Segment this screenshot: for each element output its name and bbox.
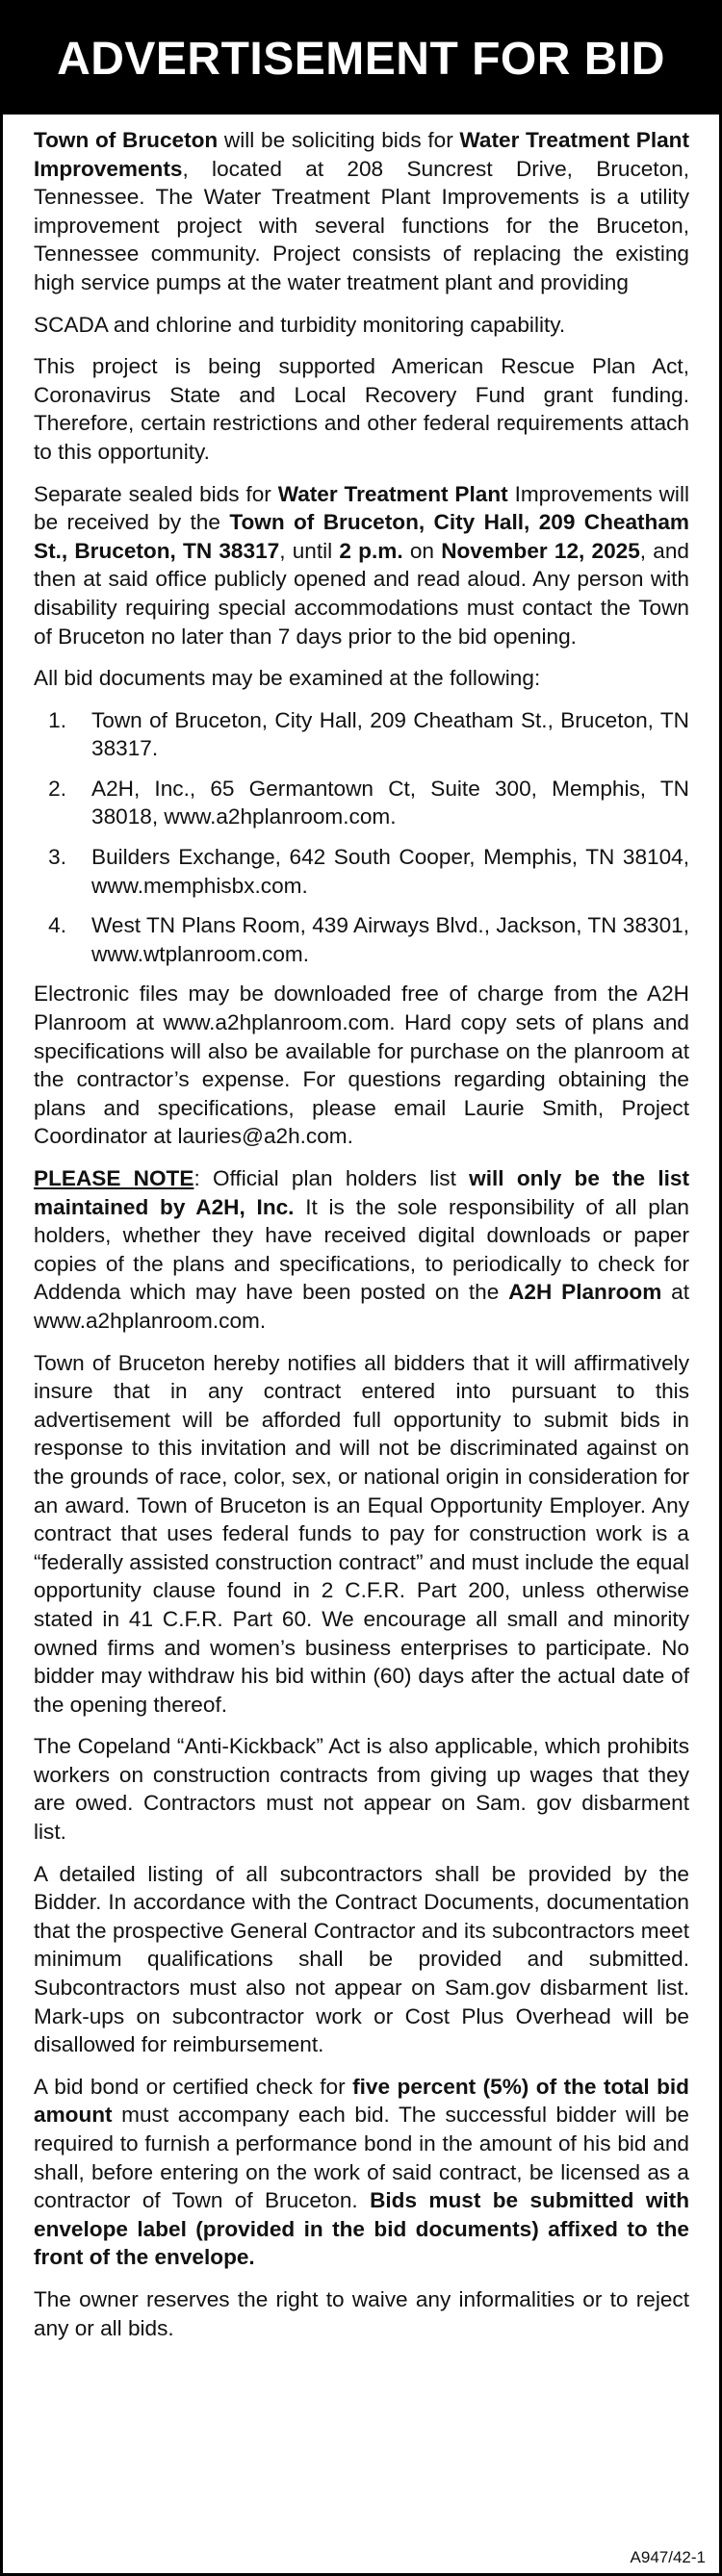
paragraph-please-note bbox=[34, 1164, 689, 1336]
note-text-c: at www.a2hplanroom.com. bbox=[34, 1280, 689, 1333]
list-number: 2. bbox=[48, 776, 66, 801]
list-text: Builders Exchange, 642 South Cooper, Memphis, TN 38104, www.memphisbx.com. bbox=[91, 845, 689, 898]
list-text: West TN Plans Room, 439 Airways Blvd., Jackson, TN 38301, www.wtplanroom.com. bbox=[91, 913, 689, 966]
submission-text-c: , until bbox=[279, 538, 340, 563]
document-locations-list bbox=[34, 706, 689, 969]
submission-text-b: Improvements will be received by the bbox=[34, 481, 689, 535]
town-name: Town of Bruceton bbox=[34, 128, 219, 152]
list-number: 1. bbox=[48, 707, 66, 732]
list-item bbox=[34, 843, 689, 900]
list-item bbox=[34, 706, 689, 763]
list-number: 3. bbox=[48, 845, 66, 870]
intro-text-a: will be soliciting bids for bbox=[218, 128, 460, 152]
submission-address: Town of Bruceton, City Hall, 209 Cheatham St., Bruceton, TN 38317 bbox=[34, 510, 689, 563]
paragraph-funding: This project is being supported American Rescue Plan Act, Coronavirus State and Local Recovery Fund grant funding. Therefore, certain restrictions and other federal requirements attach to this opportunity. bbox=[34, 354, 689, 464]
bond-text-b: must accompany each bid. The successful bidder will be required to furnish a performance bond in the amount of his bid and shall, before entering on the work of said contract, be licensed as a contractor of Town of Bruceton. bbox=[34, 2103, 689, 2213]
bond-envelope-requirement: Bids must be submitted with envelope label (provided in the bid documents) affixed to the front of the envelope. bbox=[34, 2188, 689, 2270]
paragraph-owner-rights: The owner reserves the right to waive any informalities or to reject any or all bids. bbox=[34, 2286, 689, 2340]
header-banner bbox=[3, 3, 719, 115]
paragraph-equal-opportunity: Town of Bruceton hereby notifies all bidders that it will affirmatively insure that in any contract entered into pursuant to this advertisement will be afforded full opportunity to submit bids in response to this invitation and will not be discriminated against on the grounds of race, color, sex, or national origin in consideration for an award. Town of Bruceton is an Equal Opportunity Employer. Any contract that uses federal funds to pay for construction work is a “federally assisted construction contract” and must include the equal opportunity clause found in 2 C.F.R. Part 200, unless otherwise stated in 41 C.F.R. Part 60. We encourage all small and minority owned firms and women’s business enterprises to participate. No bidder may withdraw his bid within (60) days after the actual date of the opening thereof. bbox=[34, 1350, 689, 1717]
paragraph-documents-intro: All bid documents may be examined at the following: bbox=[34, 666, 541, 691]
paragraph-intro bbox=[34, 126, 689, 297]
submission-text-e: , and then at said office publicly opened and read aloud. Any person with disability requiring special accommodations must contact the Town of Bruceton no later than 7 days prior to the bid opening. bbox=[34, 538, 689, 649]
list-text: A2H, Inc., 65 Germantown Ct, Suite 300, Memphis, TN 38018, www.a2hplanroom.com. bbox=[91, 776, 689, 829]
intro-text-b: , located at 208 Suncrest Drive, Bruceton, Tennessee. The Water Treatment Plant Improvements is a utility improvement project with several functions for the Bruceton, Tennessee community. Project consists of replacing the existing high service pumps at the water treatment plant and providing bbox=[34, 156, 689, 294]
submission-text-d: on bbox=[402, 538, 442, 563]
list-number: 4. bbox=[48, 913, 66, 938]
note-planroom: A2H Planroom bbox=[508, 1280, 662, 1305]
ad-reference-code: A947/42-1 bbox=[630, 2548, 706, 2566]
paragraph-electronic-files: Electronic files may be downloaded free of charge from the A2H Planroom at www.a2hplanroom.com. Hard copy sets of plans and specifications will also be available for purchase on the planroom at the contractor’s expense. For questions regarding obtaining the plans and specifications, please email Laurie Smith, Project Coordinator at lauries@a2h.com. bbox=[34, 982, 689, 1149]
paragraph-bid-bond bbox=[34, 2073, 689, 2272]
paragraph-subcontractors: A detailed listing of all subcontractors shall be provided by the Bidder. In accordance with the Contract Documents, documentation that the prospective General Contractor and its subcontractors meet minimum qualifications shall be provided and submitted. Subcontractors must also not appear on Sam.gov disbarment list. Mark-ups on subcontractor work or Cost Plus Overhead will be disallowed for reimbursement. bbox=[34, 1861, 689, 2057]
paragraph-anti-kickback: The Copeland “Anti-Kickback” Act is also applicable, which prohibits workers on construction contracts from giving up wages that they are owed. Contractors must not appear on Sam. gov disbarment list. bbox=[34, 1734, 689, 1845]
submission-text-a: Separate sealed bids for bbox=[34, 481, 278, 506]
submission-time: 2 p.m. bbox=[339, 538, 403, 563]
bond-text-a: A bid bond or certified check for bbox=[34, 2074, 353, 2099]
note-text-a: : Official plan holders list bbox=[193, 1166, 470, 1190]
list-text: Town of Bruceton, City Hall, 209 Cheatham St., Bruceton, TN 38317. bbox=[91, 707, 689, 761]
submission-project: Water Treatment Plant bbox=[277, 481, 508, 506]
paragraph-scope: SCADA and chlorine and turbidity monitoring capability. bbox=[34, 312, 566, 337]
paragraph-bid-submission bbox=[34, 480, 689, 651]
list-item bbox=[34, 911, 689, 968]
project-name: Water Treatment Plant Improvements bbox=[34, 128, 689, 181]
ad-body bbox=[3, 115, 719, 2342]
note-text-b: It is the sole responsibility of all plan holders, whether they have received digital downloads or paper copies of the plans and specifications, to periodically to check for Addenda which may have been posted on the bbox=[34, 1194, 689, 1305]
please-note-label: PLEASE NOTE bbox=[34, 1166, 194, 1190]
page-title: ADVERTISEMENT FOR BID bbox=[57, 33, 665, 85]
submission-date: November 12, 2025 bbox=[441, 538, 640, 563]
note-emphasis: will only be the list maintained by A2H, Inc. bbox=[34, 1166, 689, 1219]
bond-amount: five percent (5%) of the total bid amount bbox=[34, 2074, 689, 2128]
list-item bbox=[34, 775, 689, 831]
